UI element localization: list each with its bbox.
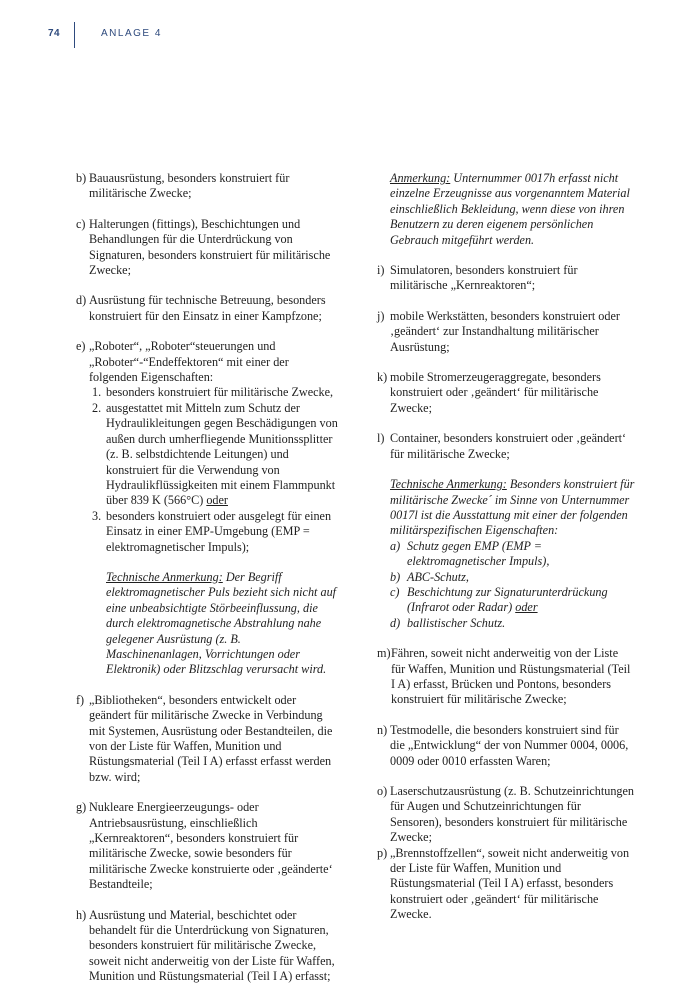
item-text: „Roboter“, „Roboter“steuerungen und „Roboter“-“Endeffektoren“ mit einer der folgenden Eigenschaften: bbox=[89, 339, 289, 385]
list-item-d: d) Ausrüstung für technische Betreuung, besonders konstruiert für den Einsatz in einer Kampfzone; bbox=[76, 293, 326, 323]
right-column bbox=[377, 171, 635, 938]
conjunction-oder: oder bbox=[206, 493, 228, 508]
item-text: Nukleare Energieerzeugungs- oder Antriebsausrüstung, einschließlich „Kernreaktoren“, besonders konstruiert für militärische Zwecke, sowie besonders für militärische Zwecke konstruierte oder ‚geänderte‘ Bestandteile; bbox=[89, 800, 333, 892]
list-item-n: n) Testmodelle, die besonders konstruiert sind für die „Entwicklung“ der von Nummer 0004, 0006, 0009 oder 0010 erfassten Waren; bbox=[377, 722, 629, 768]
list-item-o: o) Laserschutzausrüstung (z. B. Schutzeinrichtungen für Augen und Schutzeinrichtungen für Sensoren), besonders konstruiert für militärische Zwecke; bbox=[377, 784, 635, 845]
list-item-f: f) „Bibliotheken“, besonders entwickelt oder geändert für militärische Zwecke in Verbindung mit Systemen, Ausrüstung oder Bestandteilen, die von der Liste für Waffen, Munition und Rüstungsmaterial (Teil I A) erfasst erfasst werden bzw. wird; bbox=[76, 692, 333, 784]
sub-item-d: d) ballistischer Schutz. bbox=[390, 615, 506, 630]
list-item-m: m) Fähren, soweit nicht anderweitig von der Liste für Waffen, Munition und Rüstungsmaterial (Teil I A) erfasst, Brücken und Pontons, besonders konstruiert für militärische Zwecke; bbox=[377, 646, 631, 707]
technical-note bbox=[106, 570, 338, 678]
conjunction-oder: oder bbox=[515, 600, 538, 615]
sub-item-3: 3. besonders konstruiert oder ausgelegt für einen Einsatz in einer EMP-Umgebung (EMP = elektromagnetischer Impuls); Technische Anmerkung: Der Begriff elektromagnetischer Puls bezieht sich nicht auf eine unbeabsichtigte Störbeeinflussung, die durch elektromagnetische Abstrahlung nahe gelegener Ausrüstung (z. B. Maschinenanlagen, Vorrichtungen oder Elektronik) oder Blitzschlag verursacht wird. bbox=[92, 508, 337, 677]
list-item-g: g) Nukleare Energieerzeugungs- oder Antriebsausrüstung, einschließlich „Kernreaktoren“, besonders konstruiert für militärische Zwecke, sowie besonders für militärische Zwecke konstruierte oder ‚geänderte‘ Bestandteile; bbox=[76, 800, 333, 892]
list-item-i: i) Simulatoren, besonders konstruiert für militärische „Kernreaktoren“; bbox=[377, 263, 578, 293]
item-text: „Bibliotheken“, besonders entwickelt oder geändert für militärische Zwecke in Verbindung mit Systemen, Ausrüstung oder Bestandteilen, die von der Liste für Waffen, Munition und Rüstungsmaterial (Teil I A) erfasst erfasst werden bzw. wird; bbox=[89, 692, 333, 784]
item-text: Testmodelle, die besonders konstruiert sind für die „Entwicklung“ der von Nummer 0004, 0006, 0009 oder 0010 erfassten Waren; bbox=[390, 722, 629, 768]
note-0017h bbox=[377, 171, 635, 248]
sub-item-a: a) Schutz gegen EMP (EMP = elektromagnetischer Impuls), bbox=[390, 538, 550, 569]
item-text: Ausrüstung und Material, beschichtet oder behandelt für die Unterdrückung von Signaturen, besonders konstruiert für militärische Zwecke, soweit nicht anderweitig von der Liste für Waffen, Munition und Rüstungsmaterial (Teil I A) erfasst; bbox=[89, 907, 335, 984]
technical-note bbox=[390, 477, 635, 539]
sub-item-1: 1. besonders konstruiert für militärische Zwecke, bbox=[92, 385, 334, 400]
item-text: Halterungen (fittings), Beschichtungen und Behandlungen für die Unterdrückung von Signaturen, besonders konstruiert für militärische Zwecke; bbox=[89, 216, 331, 278]
note-heading: Technische Anmerkung: bbox=[106, 569, 223, 584]
item-text: Simulatoren, besonders konstruiert für militärische „Kernreaktoren“; bbox=[390, 263, 578, 293]
list-item-b: b) Bauausrüstung, besonders konstruiert für militärische Zwecke; bbox=[76, 171, 290, 201]
note-text: Unternummer 0017h erfasst nicht einzelne Erzeugnisse aus vorgenanntem Material einschließlich Bekleidung, wenn diese von ihren Benutzern zu deren eigenem persönlichen Gebrauch mitgeführt werden. bbox=[390, 171, 630, 247]
list-item-j: j) mobile Werkstätten, besonders konstruiert oder ‚geändert‘ zur Instandhaltung militärischer Ausrüstung; bbox=[377, 308, 620, 354]
list-item-c: c) Halterungen (fittings), Beschichtungen und Behandlungen für die Unterdrückung von Signaturen, besonders konstruiert für militärische Zwecke; bbox=[76, 216, 331, 278]
list-item-e: e) „Roboter“, „Roboter“steuerungen und „Roboter“-“Endeffektoren“ mit einer der folgenden Eigenschaften: 1. besonders konstruiert für militärische Zwecke, 2. ausgestattet mit Mitteln zum Schutz der Hydraulikleitungen gegen Beschädigungen von außen durch umherfliegende Munitionssplitter (z. B. selbstdichtende Leitungen) und konstruiert für die Verwendung von Hydraulikflüssigkeiten mit einem Flammpunkt über 839 K (566°C) oder 3. besonders konstruiert oder ausgelegt für einen Einsatz in einer EMP-Umgebung (EMP = elektromagnetischer Impuls); Technische Anmerkung: Der Begriff elektromagnetischer Puls bezieht sich nicht auf eine unbeabsichtigte Störbeeinflussung, die durch elektromagnetische Abstrahlung nahe gelegener Ausrüstung (z. B. Maschinenanlagen, Vorrichtungen oder Elektronik) oder Blitzschlag verursacht wird. bbox=[76, 339, 338, 677]
item-text: Laserschutzausrüstung (z. B. Schutzeinrichtungen für Augen und Schutzeinrichtungen für Sensoren), besonders konstruiert für militärische Zwecke; bbox=[390, 784, 635, 845]
list-item-p: p) „Brennstoffzellen“, soweit nicht anderweitig von der Liste für Waffen, Munition und Rüstungsmaterial (Teil I A) erfasst, besonders konstruiert oder ‚geändert‘ für militärische Zwecke. bbox=[377, 845, 630, 922]
sub-item-2: 2. ausgestattet mit Mitteln zum Schutz der Hydraulikleitungen gegen Beschädigungen von außen durch umherfliegende Munitionssplitter (z. B. selbstdichtende Leitungen) und konstruiert für die Verwendung von Hydraulikflüssigkeiten mit einem Flammpunkt über 839 K (566°C) oder bbox=[92, 400, 338, 508]
list-item-l: l) Container, besonders konstruiert oder ‚geändert‘ für militärische Zwecke; Technische Anmerkung: Besonders konstruiert für militärische Zwecke´ im Sinne von Unternummer 0017l ist die Ausstattung mit einer der folgenden militärspezifischen Eigenschaften: a) Schutz gegen EMP (EMP = elektromagnetischer Impuls), b) ABC-Schutz, c) Beschichtung zur Signaturunterdrückung (Infrarot oder Radar) oder d) ballistischer Schutz. bbox=[377, 431, 635, 630]
item-text: „Brennstoffzellen“, soweit nicht anderweitig von der Liste für Waffen, Munition und Rüstungsmaterial (Teil I A) erfasst, besonders konstruiert oder ‚geändert‘ für militärische Zwecke. bbox=[390, 845, 630, 922]
note-text: Besonders konstruiert für militärische Zwecke´ im Sinne von Unternummer 0017l ist die Ausstattung mit einer der folgenden militärspezifischen Eigenschaften: bbox=[390, 477, 635, 538]
note-heading: Anmerkung: bbox=[390, 171, 451, 185]
list-item-k: k) mobile Stromerzeugeraggregate, besonders konstruiert oder ‚geändert‘ für militärische Zwecke; bbox=[377, 370, 601, 415]
item-text: Container, besonders konstruiert oder ‚geändert‘ für militärische Zwecke; bbox=[390, 431, 627, 461]
item-text: Bauausrüstung, besonders konstruiert für militärische Zwecke; bbox=[89, 171, 290, 201]
header-divider bbox=[74, 22, 75, 48]
item-text: mobile Werkstätten, besonders konstruiert oder ‚geändert‘ zur Instandhaltung militärischer Ausrüstung; bbox=[390, 308, 620, 354]
item-text: Ausrüstung für technische Betreuung, besonders konstruiert für den Einsatz in einer Kampfzone; bbox=[89, 293, 326, 323]
sub-item-b: b) ABC-Schutz, bbox=[390, 569, 469, 584]
item-text: Fähren, soweit nicht anderweitig von der Liste für Waffen, Munition und Rüstungsmaterial (Teil I A) erfasst, Brücken und Pontons, besonders konstruiert für militärische Zwecke; bbox=[391, 646, 631, 707]
left-column bbox=[76, 171, 338, 1000]
section-title: ANLAGE 4 bbox=[101, 28, 162, 39]
list-item-h: h) Ausrüstung und Material, beschichtet oder behandelt für die Unterdrückung von Signaturen, besonders konstruiert für militärische Zwecke, soweit nicht anderweitig von der Liste für Waffen, Munition und Rüstungsmaterial (Teil I A) erfasst; bbox=[76, 907, 335, 984]
note-heading: Technische Anmerkung: bbox=[390, 477, 507, 492]
note-text: Der Begriff elektromagnetischer Puls bezieht sich nicht auf eine unbeabsichtigte Störbeeinflussung, die durch elektromagnetische Abstrahlung nahe gelegener Ausrüstung (z. B. Maschinenanlagen, Vorrichtungen oder Elektronik) oder Blitzschlag verursacht wird. bbox=[106, 569, 337, 677]
sub-item-c: c) Beschichtung zur Signaturunterdrückung (Infrarot oder Radar) oder bbox=[390, 584, 608, 615]
item-text: mobile Stromerzeugeraggregate, besonders konstruiert oder ‚geändert‘ für militärische Zwecke; bbox=[390, 370, 601, 415]
page-number: 74 bbox=[48, 28, 61, 39]
